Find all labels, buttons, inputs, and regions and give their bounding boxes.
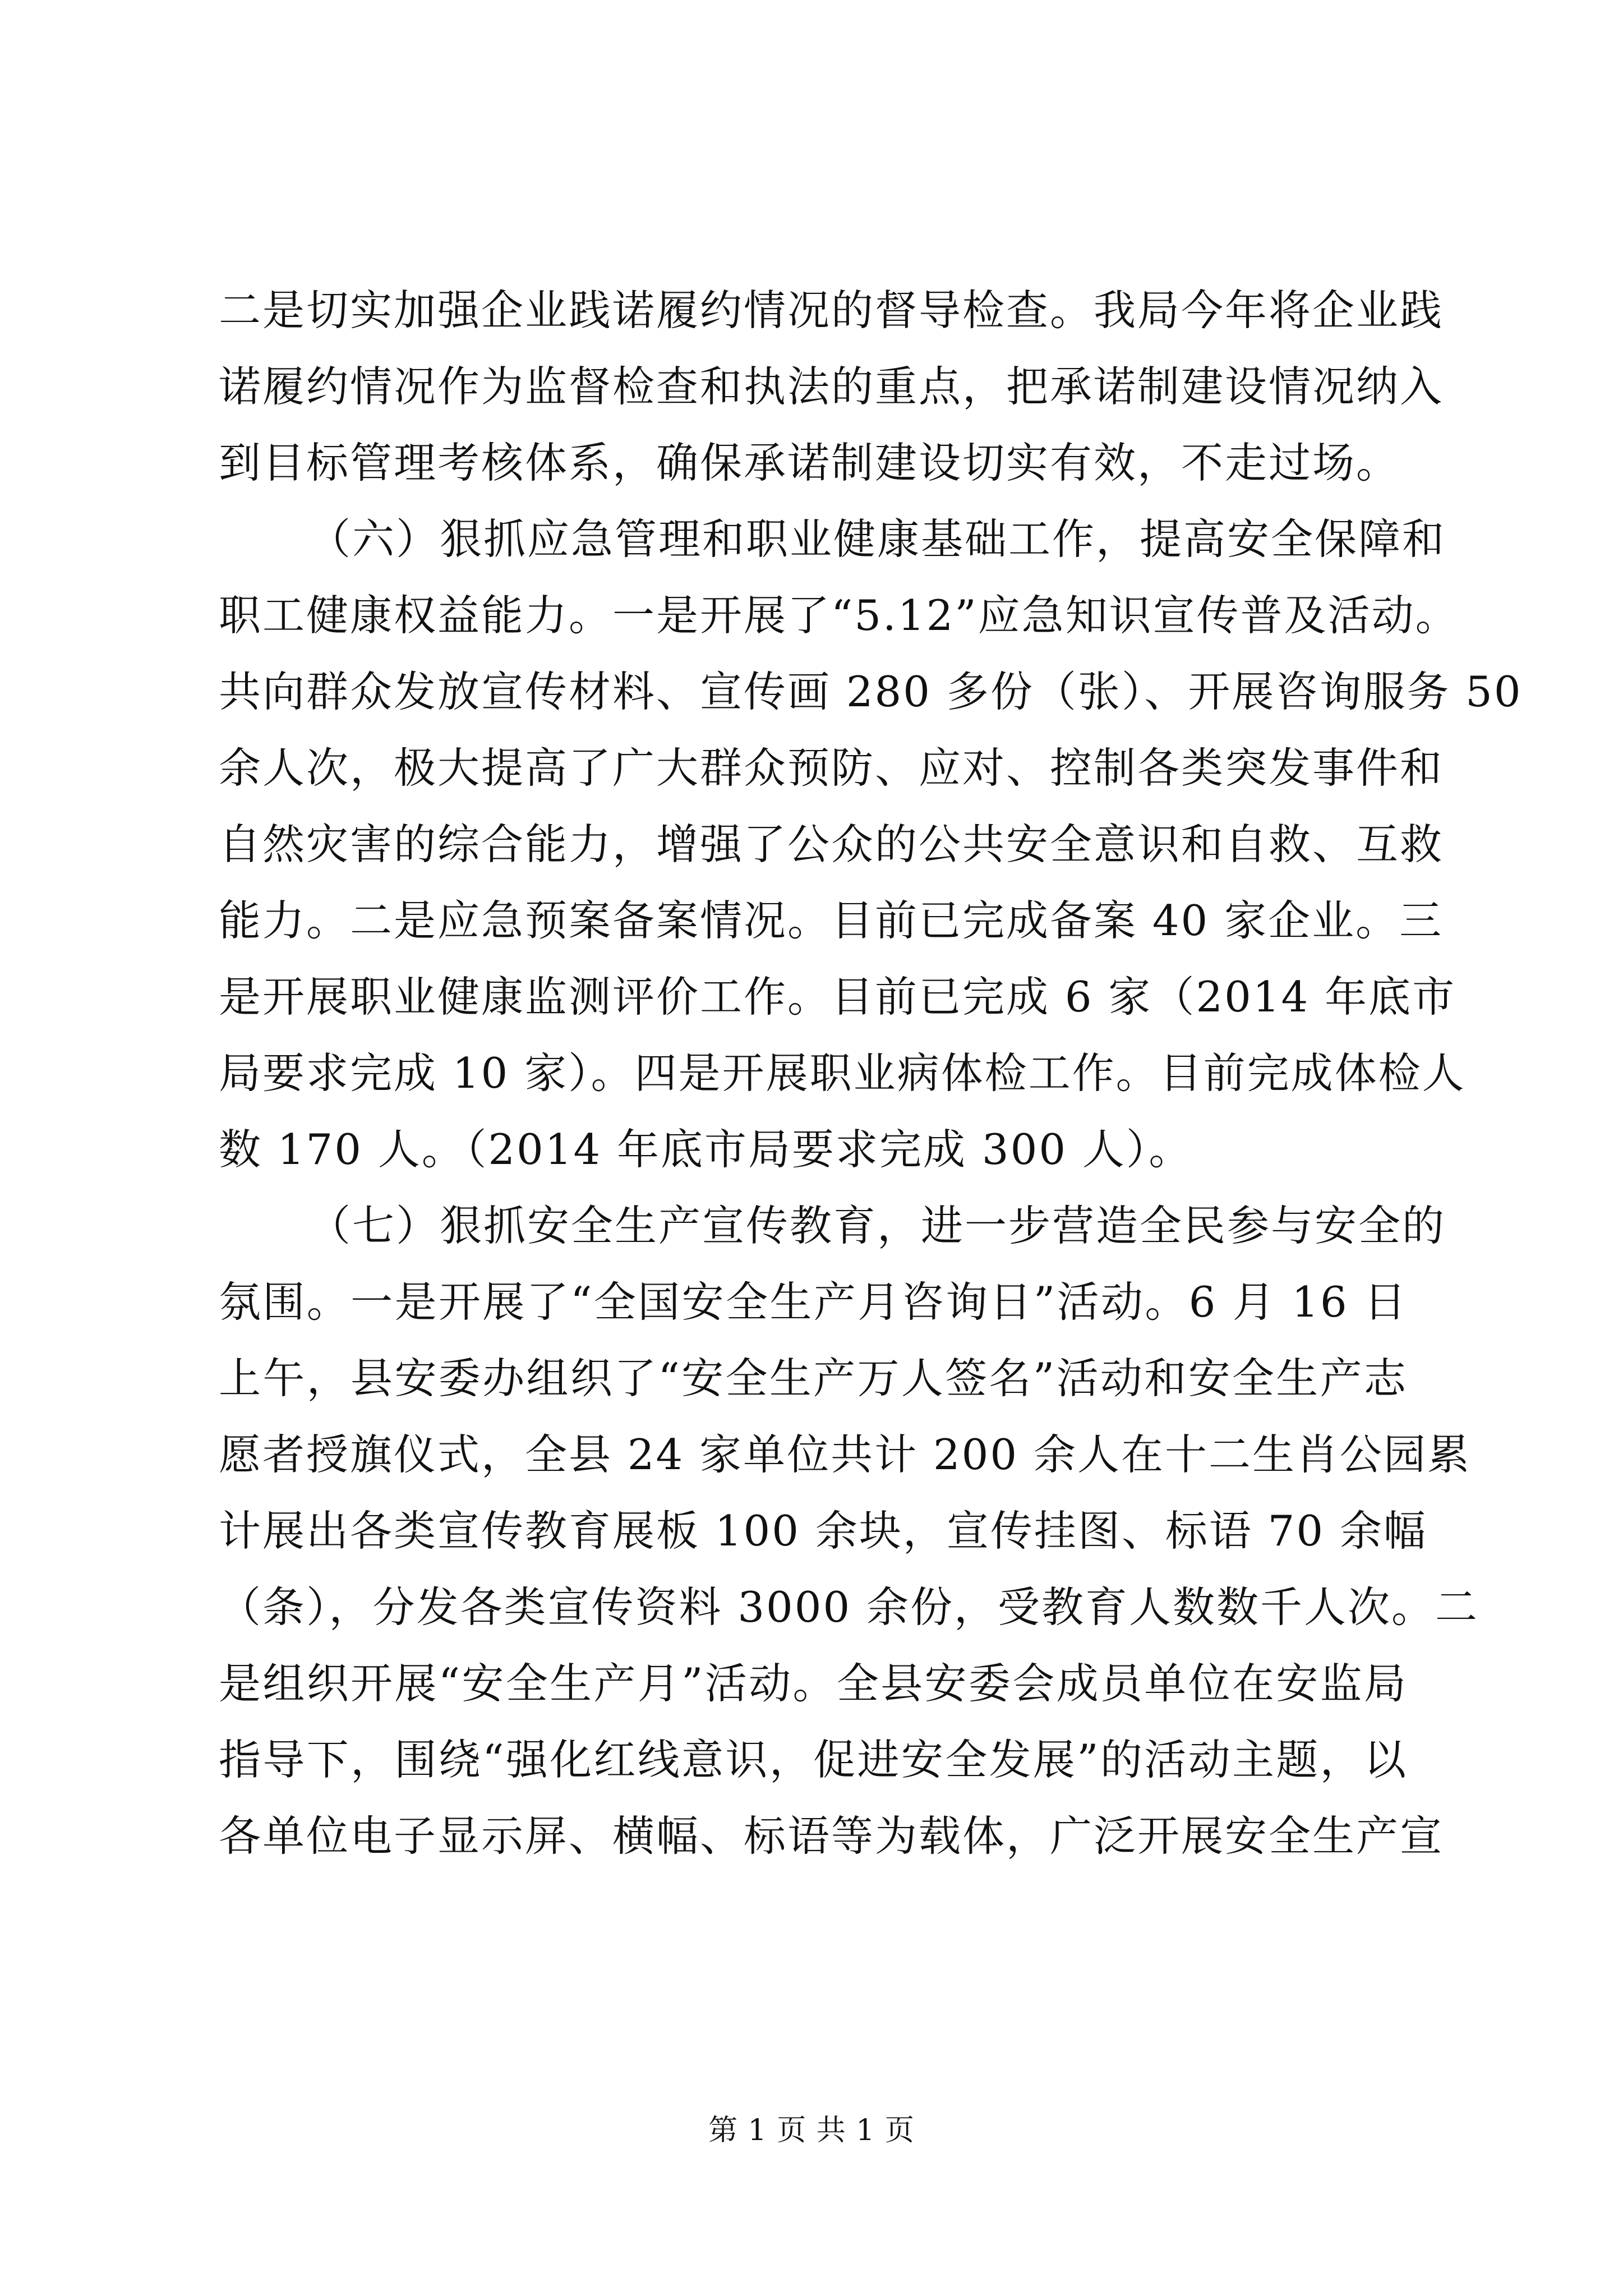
text-line: 愿者授旗仪式，全县 24 家单位共计 200 余人在十二生肖公园累	[219, 1430, 1471, 1479]
text-line: 职工健康权益能力。一是开展了“5.12”应急知识宣传普及活动。	[219, 591, 1459, 640]
document-body	[219, 272, 1523, 1874]
text-line: 二是切实加强企业践诺履约情况的督导检查。我局今年将企业践	[219, 286, 1444, 335]
text-line: 局要求完成 10 家）。四是开展职业病体检工作。目前完成体检人	[219, 1048, 1466, 1098]
text-line: 各单位电子显示屏、横幅、标语等为载体，广泛开展安全生产宣	[219, 1811, 1444, 1861]
page-footer	[0, 2106, 1623, 2148]
text-line: 是开展职业健康监测评价工作。目前已完成 6 家（2014 年底市	[219, 972, 1456, 1022]
text-line: 上午，县安委办组织了“安全生产万人签名”活动和安全生产志	[219, 1354, 1408, 1403]
text-line: 氛围。一是开展了“全国安全生产月咨询日”活动。6 月 16 日	[219, 1277, 1408, 1327]
text-line: 余人次，极大提高了广大群众预防、应对、控制各类突发事件和	[219, 743, 1444, 793]
text-line: （条），分发各类宣传资料 3000 余份，受教育人数数千人次。二	[219, 1582, 1479, 1632]
text-line: 诺履约情况作为监督检查和执法的重点，把承诺制建设情况纳入	[219, 362, 1444, 411]
text-line: 自然灾害的综合能力，增强了公众的公共安全意识和自救、互救	[219, 820, 1444, 869]
text-line: 指导下，围绕“强化红线意识，促进安全发展”的活动主题，以	[219, 1735, 1408, 1784]
text-line: 到目标管理考核体系，确保承诺制建设切实有效，不走过场。	[219, 438, 1400, 487]
text-line: （七）狠抓安全生产宣传教育，进一步营造全民参与安全的	[308, 1201, 1446, 1250]
text-line: 是组织开展“安全生产月”活动。全县安委会成员单位在安监局	[219, 1659, 1408, 1708]
text-line: 数 170 人。（2014 年底市局要求完成 300 人）。	[219, 1125, 1193, 1174]
text-line: 共向群众发放宣传材料、宣传画 280 多份（张）、开展咨询服务 50	[219, 667, 1523, 716]
text-line: 能力。二是应急预案备案情况。目前已完成备案 40 家企业。三	[219, 896, 1444, 945]
page-number: 第 1 页 共 1 页	[708, 2114, 915, 2147]
text-line: （六）狠抓应急管理和职业健康基础工作，提高安全保障和	[308, 514, 1446, 564]
text-line: 计展出各类宣传教育展板 100 余块，宣传挂图、标语 70 余幅	[219, 1506, 1427, 1556]
